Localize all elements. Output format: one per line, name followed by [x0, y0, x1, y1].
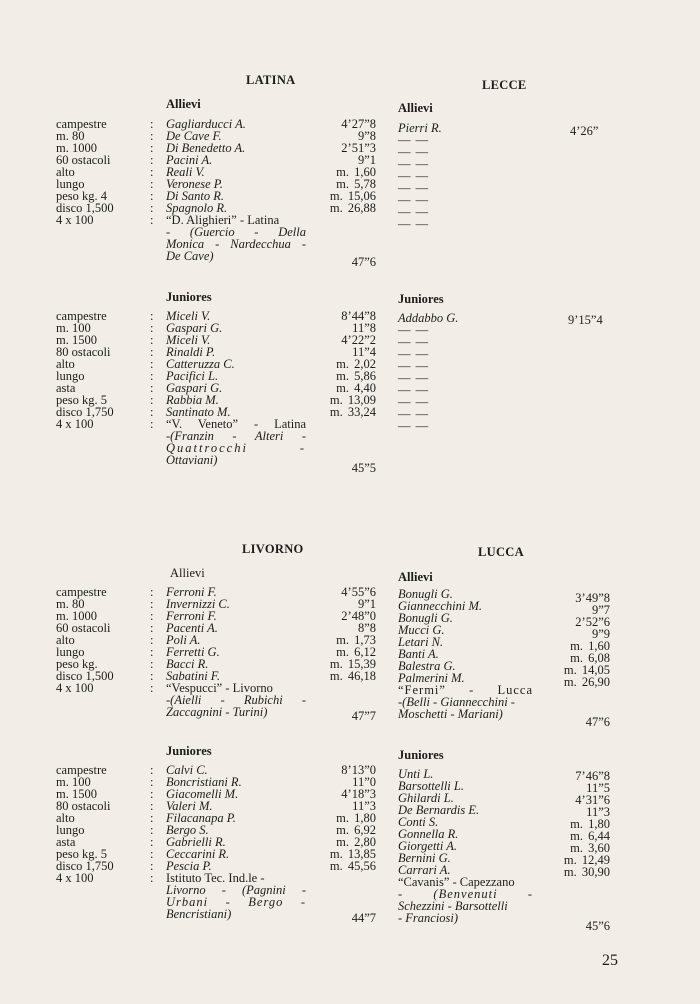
- result-cell: 2’51”3: [341, 141, 376, 155]
- latina-juniores-label: Juniores: [166, 290, 212, 304]
- athlete-name: Invernizzi C.: [166, 597, 230, 611]
- athlete-name: Rabbia M.: [166, 393, 219, 407]
- event-label: disco 1,750: [56, 405, 114, 419]
- athlete-name: Unti L.: [398, 767, 434, 781]
- relay-members: -(Aielli - Rubichi -: [166, 693, 306, 707]
- empty-entry: — —: [398, 371, 430, 385]
- event-label: peso kg. 4: [56, 189, 108, 203]
- result-cell: m. 1,73: [336, 633, 376, 647]
- athlete-name: Miceli V.: [166, 333, 211, 347]
- athlete-name: Gabrielli R.: [166, 835, 226, 849]
- result-cell: 4’31”6: [575, 793, 610, 807]
- result-cell: [552, 688, 610, 700]
- result-cell: m. 6,08: [570, 651, 610, 665]
- livorno-allievi-athletes: [166, 586, 306, 718]
- event-label: m. 1500: [56, 787, 97, 801]
- athlete-name: Miceli V.: [166, 309, 211, 323]
- result-cell: m. 14,05: [563, 663, 610, 677]
- event-label: disco 1,500: [56, 669, 114, 683]
- event-label: lungo: [56, 823, 85, 837]
- empty-entry: — —: [398, 205, 430, 219]
- result-cell: m. 26,90: [563, 675, 610, 689]
- athlete-name: Ferroni F.: [166, 609, 217, 623]
- result-cell: 9”1: [357, 597, 376, 611]
- result-cell: [318, 430, 376, 442]
- empty-entry: — —: [398, 217, 430, 231]
- empty-entry: — —: [398, 323, 430, 337]
- relay-members: Urbani - Bergo -: [166, 895, 306, 909]
- event-label: m. 100: [56, 321, 91, 335]
- event-label: peso kg. 5: [56, 847, 108, 861]
- athlete-name: Pacenti A.: [166, 621, 218, 635]
- result-cell: 11”4: [352, 345, 376, 359]
- result-cell: m. 4,40: [336, 381, 376, 395]
- result-cell: 4’22”2: [341, 333, 376, 347]
- athlete-name: Ceccarini R.: [166, 847, 230, 861]
- result-cell: 7’46”8: [575, 769, 610, 783]
- relay-members: -(Belli - Giannecchini -: [398, 695, 515, 709]
- lucca-juniores-label: Juniores: [398, 748, 444, 762]
- result-cell: m. 1,80: [336, 811, 376, 825]
- livorno-juniores-label: Juniores: [166, 744, 212, 758]
- result-cell: m. 13,09: [329, 393, 376, 407]
- lucca-juniores-results: [552, 770, 610, 932]
- result-cell: 2’48”0: [341, 609, 376, 623]
- lucca-allievi-athletes: [398, 588, 533, 720]
- result-cell: 9”8: [357, 129, 376, 143]
- athlete-name: Bonugli G.: [398, 611, 453, 625]
- result-cell: m. 6,12: [336, 645, 376, 659]
- empty-entry: — —: [398, 157, 430, 171]
- athlete-name: Conti S.: [398, 815, 439, 829]
- result-cell: [318, 884, 376, 896]
- page-number: 25: [602, 952, 618, 969]
- athlete-name: Catteruzza C.: [166, 357, 235, 371]
- lecce-juniores-label: Juniores: [398, 292, 444, 306]
- relay-members: Quattrocchi -: [166, 441, 306, 455]
- event-label: m. 100: [56, 775, 91, 789]
- latina-allievi-label: Allievi: [166, 97, 201, 111]
- athlete-name: Banti A.: [398, 647, 439, 661]
- lecce-allievi-label: Allievi: [398, 101, 433, 115]
- athlete-name: Giannecchini M.: [398, 599, 483, 613]
- athlete-name: Balestra G.: [398, 659, 456, 673]
- relay-members: -(Franzin - Alteri -: [166, 429, 306, 443]
- result-cell: 4’55”6: [341, 585, 376, 599]
- athlete-name: Gaspari G.: [166, 321, 223, 335]
- lucca-juniores-athletes: [398, 768, 533, 924]
- event-label: m. 80: [56, 597, 85, 611]
- relay-members: Zaccagnini - Turini): [166, 705, 268, 719]
- athlete-name: Santinato M.: [166, 405, 231, 419]
- athlete-name: Boncristiani R.: [166, 775, 242, 789]
- latina-juniores-athletes: [166, 310, 306, 466]
- result-cell: 45”6: [585, 919, 610, 933]
- event-label: campestre: [56, 309, 107, 323]
- result-cell: 44”7: [351, 911, 376, 925]
- result-cell: [318, 872, 376, 884]
- result-cell: m. 15,06: [329, 189, 376, 203]
- relay-team-name: “V. Veneto” - Latina: [166, 417, 306, 431]
- empty-entry: — —: [398, 395, 430, 409]
- result-cell: m. 12,49: [563, 853, 610, 867]
- relay-members: Bencristiani): [166, 907, 232, 921]
- result-cell: [318, 418, 376, 430]
- relay-team-name: “Cavanis” - Capezzano: [398, 875, 515, 889]
- livorno-juniores-athletes: [166, 764, 306, 920]
- event-label: peso kg. 5: [56, 393, 108, 407]
- result-cell: [318, 682, 376, 694]
- athlete-name: Ghilardi L.: [398, 791, 454, 805]
- lecce-juniores-athletes: [398, 312, 458, 432]
- result-cell: 4’18”3: [341, 787, 376, 801]
- result-cell: [552, 878, 610, 890]
- empty-entry: — —: [398, 407, 430, 421]
- events-list-latina-allievi: [56, 118, 114, 226]
- result-cell: m. 6,92: [336, 823, 376, 837]
- result-cell: m. 45,56: [329, 859, 376, 873]
- relay-members: Schezzini - Barsottelli: [398, 899, 508, 913]
- athlete-name: Poli A.: [166, 633, 201, 647]
- athlete-name: Rinaldi P.: [166, 345, 216, 359]
- event-label: asta: [56, 381, 76, 395]
- athlete-name: Pacini A.: [166, 153, 213, 167]
- empty-entry: — —: [398, 347, 430, 361]
- result-cell: 8’44”8: [341, 309, 376, 323]
- result-cell: m. 6,44: [570, 829, 610, 843]
- athlete-name: Addabbo G.: [398, 311, 459, 325]
- result-cell: 3’49”8: [575, 591, 610, 605]
- athlete-name: Gaspari G.: [166, 381, 223, 395]
- event-label: lungo: [56, 177, 85, 191]
- athlete-name: Barsottelli L.: [398, 779, 464, 793]
- result-cell: m. 13,85: [329, 847, 376, 861]
- result-cell: m. 5,78: [336, 177, 376, 191]
- result-cell: 8”8: [357, 621, 376, 635]
- relay-team-name: “D. Alighieri” - Latina: [166, 213, 280, 227]
- result-cell: m. 1,60: [570, 639, 610, 653]
- result-cell: m. 15,39: [329, 657, 376, 671]
- athlete-name: Pacifici L.: [166, 369, 219, 383]
- athlete-name: Ferroni F.: [166, 585, 217, 599]
- event-label: m. 1000: [56, 609, 97, 623]
- result-cell: m. 46,18: [329, 669, 376, 683]
- event-label: alto: [56, 357, 75, 371]
- empty-entry: — —: [398, 181, 430, 195]
- relay-members: De Cave): [166, 249, 214, 263]
- relay-team-name: “Vespucci” - Livorno: [166, 681, 273, 695]
- colon-column: : : : : : : : : :: [150, 585, 154, 695]
- section-title-lucca: LUCCA: [478, 545, 524, 559]
- athlete-name: Mucci G.: [398, 623, 445, 637]
- event-label: m. 1500: [56, 333, 97, 347]
- athlete-name: Palmerini M.: [398, 671, 465, 685]
- result-cell: m. 1,80: [570, 817, 610, 831]
- event-label: m. 1000: [56, 141, 97, 155]
- result-cell: [318, 694, 376, 706]
- section-title-livorno: LIVORNO: [242, 542, 304, 556]
- empty-entry: — —: [398, 359, 430, 373]
- event-label: 4 x 100: [56, 417, 94, 431]
- athlete-name: Bonugli G.: [398, 587, 453, 601]
- events-list-livorno-allievi: [56, 586, 114, 694]
- result-cell: [318, 214, 376, 226]
- result-cell: 47”6: [351, 255, 376, 269]
- athlete-name: Giacomelli M.: [166, 787, 239, 801]
- event-label: 60 ostacoli: [56, 621, 111, 635]
- event-label: lungo: [56, 369, 85, 383]
- colon-column: : : : : : : : : : :: [150, 309, 154, 431]
- athlete-name: Spagnolo R.: [166, 201, 228, 215]
- result-cell: m. 5,86: [336, 369, 376, 383]
- result-cell: m. 2,80: [336, 835, 376, 849]
- athlete-name: De Bernardis E.: [398, 803, 480, 817]
- empty-entry: — —: [398, 335, 430, 349]
- athlete-name: Valeri M.: [166, 799, 213, 813]
- result-cell: [318, 442, 376, 454]
- result-cell: 9”1: [357, 153, 376, 167]
- result-cell: m. 33,24: [329, 405, 376, 419]
- event-label: m. 80: [56, 129, 85, 143]
- lecce-allievi-athletes: [398, 122, 442, 230]
- event-label: disco 1,750: [56, 859, 114, 873]
- event-label: 80 ostacoli: [56, 345, 111, 359]
- event-label: campestre: [56, 585, 107, 599]
- athlete-name: Letari N.: [398, 635, 444, 649]
- result-cell: 9’15”4: [568, 313, 603, 327]
- event-label: campestre: [56, 117, 107, 131]
- result-cell: [318, 896, 376, 908]
- event-label: campestre: [56, 763, 107, 777]
- result-cell: 45”5: [351, 461, 376, 475]
- event-label: asta: [56, 835, 76, 849]
- empty-entry: — —: [398, 145, 430, 159]
- latina-juniores-results: [318, 310, 376, 474]
- livorno-juniores-results: [318, 764, 376, 924]
- livorno-allievi-results: [318, 586, 376, 722]
- athlete-name: Gonnella R.: [398, 827, 459, 841]
- empty-entry: — —: [398, 419, 430, 433]
- section-title-lecce: LECCE: [482, 78, 527, 92]
- result-cell: 8’13”0: [341, 763, 376, 777]
- result-cell: 11”3: [586, 805, 610, 819]
- lucca-allievi-label: Allievi: [398, 570, 433, 584]
- relay-team-name: Istituto Tec. Ind.le -: [166, 871, 265, 885]
- result-cell: 47”7: [351, 709, 376, 723]
- event-label: lungo: [56, 645, 85, 659]
- relay-members: Livorno - (Pagnini -: [166, 883, 306, 897]
- event-label: 4 x 100: [56, 871, 94, 885]
- athlete-name: Bergo S.: [166, 823, 209, 837]
- relay-members: - (Guercio - Della: [166, 225, 306, 239]
- athlete-name: Bacci R.: [166, 657, 209, 671]
- events-list-livorno-juniores: [56, 764, 114, 884]
- result-cell: m. 26,88: [329, 201, 376, 215]
- athlete-name: Ferretti G.: [166, 645, 220, 659]
- result-cell: 4’26”: [570, 124, 599, 138]
- athlete-name: Di Santo R.: [166, 189, 224, 203]
- result-cell: m. 3,60: [570, 841, 610, 855]
- result-cell: [552, 700, 610, 712]
- athlete-name: Filacanapa P.: [166, 811, 236, 825]
- relay-members: Ottaviani): [166, 453, 218, 467]
- athlete-name: Calvi C.: [166, 763, 208, 777]
- result-cell: 2’52”6: [575, 615, 610, 629]
- result-cell: 11”3: [352, 799, 376, 813]
- event-label: 80 ostacoli: [56, 799, 111, 813]
- colon-column: : : : : : : : : : :: [150, 763, 154, 885]
- empty-entry: — —: [398, 133, 430, 147]
- colon-column: : : : : : : : : :: [150, 117, 154, 227]
- event-label: 4 x 100: [56, 213, 94, 227]
- result-cell: 4’27”8: [341, 117, 376, 131]
- result-cell: 9”7: [591, 603, 610, 617]
- athlete-name: Reali V.: [166, 165, 205, 179]
- section-title-latina: LATINA: [246, 73, 296, 87]
- empty-entry: — —: [398, 383, 430, 397]
- event-label: disco 1,500: [56, 201, 114, 215]
- result-cell: 11”8: [352, 321, 376, 335]
- relay-members: Moschetti - Mariani): [398, 707, 503, 721]
- athlete-name: Pierri R.: [398, 121, 442, 135]
- result-cell: [552, 902, 610, 914]
- relay-members: - Franciosi): [398, 911, 459, 925]
- result-cell: [318, 238, 376, 250]
- relay-members: - (Benvenuti -: [398, 887, 533, 901]
- event-label: alto: [56, 811, 75, 825]
- result-cell: [318, 226, 376, 238]
- athlete-name: Bernini G.: [398, 851, 451, 865]
- athlete-name: Gagliarducci A.: [166, 117, 246, 131]
- empty-entry: — —: [398, 169, 430, 183]
- athlete-name: Pescia P.: [166, 859, 212, 873]
- event-label: 60 ostacoli: [56, 153, 111, 167]
- event-label: 4 x 100: [56, 681, 94, 695]
- athlete-name: Carrari A.: [398, 863, 451, 877]
- result-cell: [552, 890, 610, 902]
- result-cell: m. 2,02: [336, 357, 376, 371]
- empty-entry: — —: [398, 193, 430, 207]
- events-list-latina-juniores: [56, 310, 114, 430]
- result-cell: 11”5: [586, 781, 610, 795]
- relay-team-name: “Fermi” - Lucca: [398, 683, 533, 697]
- result-cell: 11”0: [352, 775, 376, 789]
- latina-allievi-results: [318, 118, 376, 268]
- athlete-name: De Cave F.: [166, 129, 222, 143]
- result-cell: m. 30,90: [563, 865, 610, 879]
- relay-members: Monica - Nardecchua -: [166, 237, 306, 251]
- livorno-allievi-label: Allievi: [170, 566, 205, 580]
- lucca-allievi-results: [552, 592, 610, 728]
- event-label: peso kg.: [56, 657, 98, 671]
- event-label: alto: [56, 165, 75, 179]
- latina-allievi-athletes: [166, 118, 306, 262]
- event-label: alto: [56, 633, 75, 647]
- athlete-name: Giorgetti A.: [398, 839, 458, 853]
- result-cell: 9”9: [591, 627, 610, 641]
- result-cell: m. 1,60: [336, 165, 376, 179]
- athlete-name: Sabatini F.: [166, 669, 220, 683]
- athlete-name: Di Benedetto A.: [166, 141, 246, 155]
- result-cell: 47”6: [585, 715, 610, 729]
- athlete-name: Veronese P.: [166, 177, 223, 191]
